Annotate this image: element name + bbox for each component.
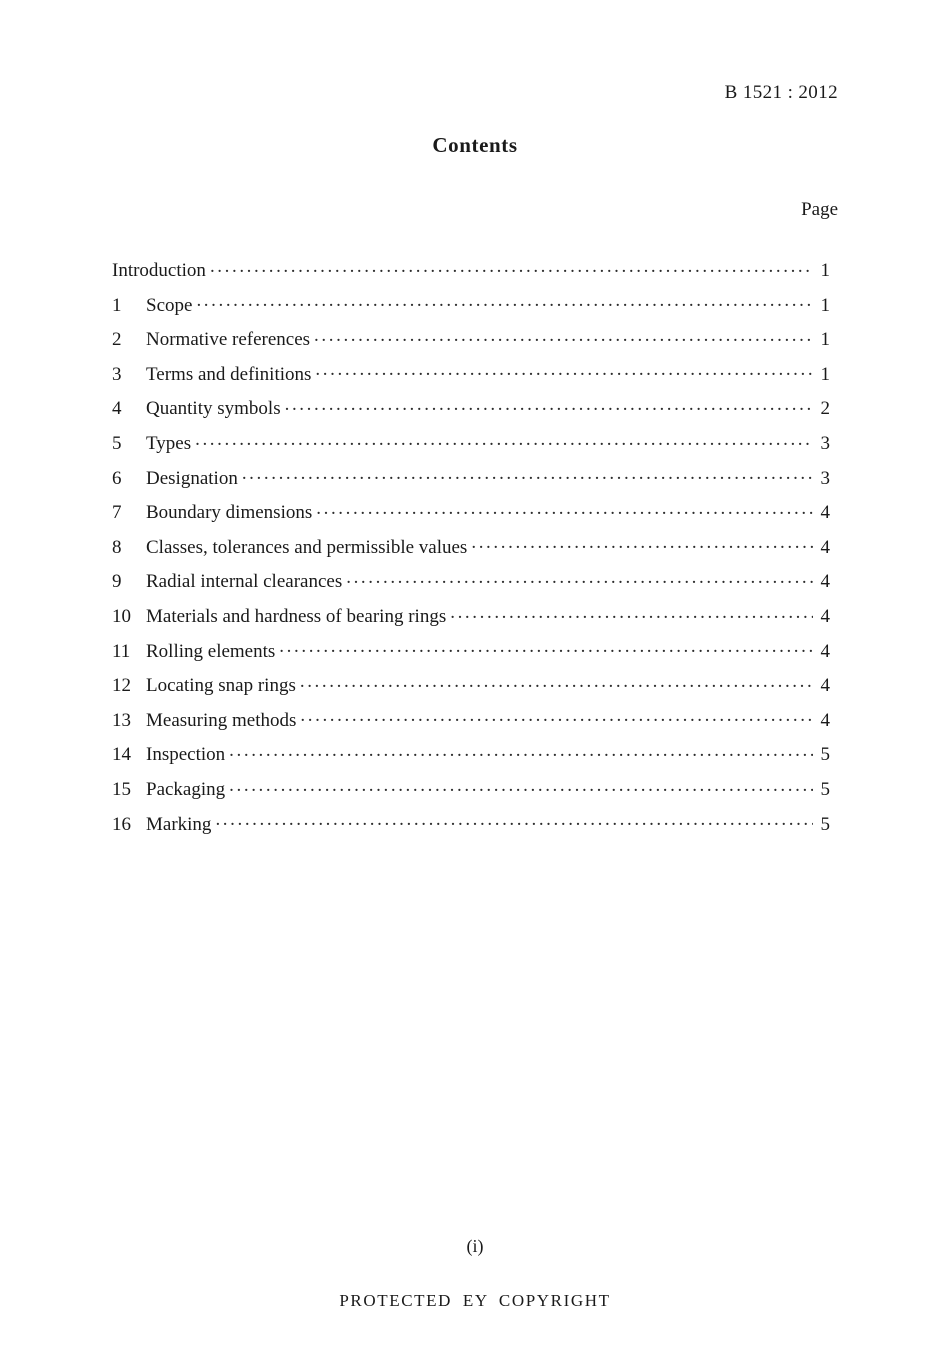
toc-dot-leader bbox=[285, 395, 813, 414]
toc-entry-label: Marking bbox=[146, 813, 212, 835]
copyright-notice: PROTECTED EY COPYRIGHT bbox=[339, 1291, 611, 1310]
toc-entry-label: Introduction bbox=[112, 260, 206, 281]
toc-dot-leader bbox=[300, 672, 813, 691]
toc-entry[interactable] bbox=[112, 672, 830, 707]
toc-entry-page-number: 4 bbox=[820, 675, 830, 697]
toc-entry-page-number: 4 bbox=[820, 571, 830, 593]
toc-entry-number: 6 bbox=[112, 467, 122, 489]
toc-entry-page-number: 1 bbox=[820, 329, 830, 351]
toc-entry[interactable] bbox=[112, 430, 830, 465]
toc-entry-label: Radial internal clearances bbox=[146, 571, 343, 593]
toc-entry-number: 10 bbox=[112, 605, 131, 627]
toc-dot-leader bbox=[279, 638, 813, 657]
toc-entry[interactable] bbox=[112, 534, 830, 569]
toc-entry-page-number: 4 bbox=[820, 605, 830, 627]
toc-entry-page-number: 3 bbox=[820, 432, 830, 454]
toc-entry-page-number: 3 bbox=[820, 467, 830, 489]
toc-entry[interactable] bbox=[112, 776, 830, 811]
toc-entry-number: 4 bbox=[112, 398, 122, 420]
toc-dot-leader bbox=[471, 534, 813, 553]
toc-entry-number: 2 bbox=[112, 329, 122, 351]
toc-entry-number: 8 bbox=[112, 536, 122, 558]
toc-entry[interactable] bbox=[112, 603, 830, 638]
toc-dot-leader bbox=[215, 811, 813, 830]
table-of-contents bbox=[112, 257, 830, 845]
toc-dot-leader bbox=[300, 707, 813, 726]
toc-entry-page-number: 4 bbox=[820, 640, 830, 662]
toc-entry-page-number: 2 bbox=[820, 398, 830, 420]
toc-entry-page-number: 4 bbox=[820, 536, 830, 558]
page-title: Contents bbox=[432, 133, 518, 157]
toc-entry[interactable] bbox=[112, 707, 830, 742]
toc-dot-leader bbox=[314, 326, 813, 345]
toc-entry[interactable] bbox=[112, 361, 830, 396]
toc-entry-number: 15 bbox=[112, 778, 131, 800]
toc-entry-label: Types bbox=[146, 432, 192, 454]
toc-entry-page-number: 5 bbox=[820, 744, 830, 766]
toc-entry-label: Normative references bbox=[146, 329, 311, 351]
toc-entry-label: Boundary dimensions bbox=[146, 502, 313, 524]
toc-entry[interactable] bbox=[112, 811, 830, 846]
toc-dot-leader bbox=[242, 465, 813, 484]
toc-entry-number: 1 bbox=[112, 294, 122, 316]
toc-entry-number: 5 bbox=[112, 432, 122, 454]
toc-dot-leader bbox=[316, 499, 813, 518]
toc-entry[interactable] bbox=[112, 257, 830, 292]
toc-dot-leader bbox=[196, 292, 813, 311]
toc-dot-leader bbox=[210, 257, 813, 276]
standard-reference-header: B 1521 : 2012 bbox=[724, 82, 838, 103]
toc-entry-number: 16 bbox=[112, 813, 131, 835]
toc-dot-leader bbox=[315, 361, 813, 380]
toc-entry-page-number: 4 bbox=[820, 709, 830, 731]
toc-entry-number: 9 bbox=[112, 571, 122, 593]
toc-entry-label: Inspection bbox=[146, 744, 226, 766]
toc-entry[interactable] bbox=[112, 568, 830, 603]
toc-entry-label: Designation bbox=[146, 467, 238, 489]
toc-entry-label: Locating snap rings bbox=[146, 675, 296, 697]
toc-entry-page-number: 5 bbox=[820, 778, 830, 800]
toc-entry-number: 11 bbox=[112, 640, 131, 662]
toc-entry-page-number: 5 bbox=[820, 813, 830, 835]
toc-entry[interactable] bbox=[112, 326, 830, 361]
toc-entry-number: 7 bbox=[112, 502, 122, 524]
toc-entry-label: Scope bbox=[146, 294, 193, 316]
toc-entry-number: 13 bbox=[112, 709, 131, 731]
toc-dot-leader bbox=[195, 430, 813, 449]
toc-entry-label: Packaging bbox=[146, 778, 226, 800]
toc-dot-leader bbox=[229, 741, 813, 760]
toc-entry-label: Measuring methods bbox=[146, 709, 297, 731]
toc-dot-leader bbox=[346, 568, 813, 587]
toc-entry[interactable] bbox=[112, 292, 830, 327]
toc-entry-number: 12 bbox=[112, 675, 131, 697]
toc-dot-leader bbox=[450, 603, 813, 622]
toc-entry-label: Rolling elements bbox=[146, 640, 276, 662]
toc-entry-number: 14 bbox=[112, 744, 131, 766]
toc-dot-leader bbox=[229, 776, 813, 795]
page-column-header: Page bbox=[801, 199, 838, 220]
toc-entry[interactable] bbox=[112, 465, 830, 500]
toc-entry-label: Quantity symbols bbox=[146, 398, 281, 420]
toc-entry-label: Materials and hardness of bearing rings bbox=[146, 605, 447, 627]
toc-entry-label: Classes, tolerances and permissible values bbox=[146, 536, 468, 558]
toc-entry-page-number: 1 bbox=[820, 294, 830, 316]
toc-entry[interactable] bbox=[112, 395, 830, 430]
toc-entry[interactable] bbox=[112, 741, 830, 776]
toc-entry-page-number: 4 bbox=[820, 502, 830, 524]
toc-entry-number: 3 bbox=[112, 363, 122, 385]
toc-entry[interactable] bbox=[112, 638, 830, 673]
toc-entry-label: Terms and definitions bbox=[146, 363, 312, 385]
toc-entry-page-number: 1 bbox=[820, 260, 830, 281]
toc-entry[interactable] bbox=[112, 499, 830, 534]
folio-number: (i) bbox=[466, 1236, 484, 1256]
toc-entry-page-number: 1 bbox=[820, 363, 830, 385]
